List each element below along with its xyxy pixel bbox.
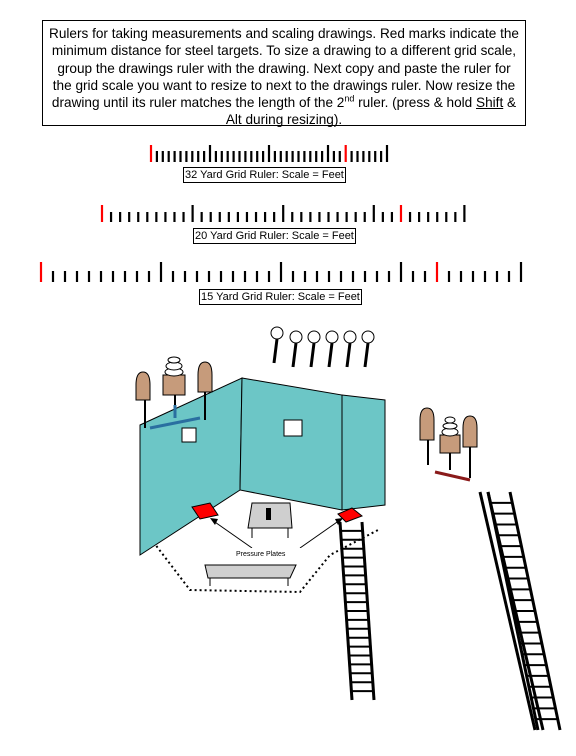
instructions-superscript: nd: [344, 93, 355, 104]
ruler-15-label: 15 Yard Grid Ruler: Scale = Feet: [201, 291, 360, 303]
alt-key-label: Alt: [225, 112, 242, 128]
instructions-text-2: ruler. (press & hold: [354, 95, 477, 111]
steel-popper: [362, 331, 374, 367]
target-group-right: [420, 408, 477, 480]
ladder: [340, 522, 374, 700]
steel-popper: [308, 331, 320, 367]
steel-popper: [326, 331, 338, 367]
bench: [205, 565, 296, 586]
table: [248, 503, 292, 538]
wall-right: [342, 395, 385, 510]
ruler-20-label: 20 Yard Grid Ruler: Scale = Feet: [195, 230, 354, 242]
shift-key-label: Shift: [476, 95, 504, 111]
instructions-text-1: Rulers for taking measurements and scaling drawings. Red marks indicate the minimum distance for steel targets. To size a drawing to a different grid scale, group the drawings ruler with the drawing. Next copy and paste the ruler for the grid scale you want to resize to next to the drawings ruler. Now resize the drawing until its ruler matches the length of the 2: [49, 26, 519, 111]
instructions-ampersand: &: [503, 95, 517, 111]
steel-popper: [271, 327, 283, 363]
instructions-text-3: during resizing).: [241, 112, 343, 128]
pressure-plates-label: Pressure Plates: [236, 551, 286, 558]
ladders: [340, 492, 560, 730]
ruler-32-label: 32 Yard Grid Ruler: Scale = Feet: [185, 169, 344, 181]
wall-center: [240, 378, 342, 510]
steel-popper-row: [271, 327, 374, 367]
wall-left: [140, 378, 242, 555]
ladder: [488, 492, 560, 730]
steel-popper: [290, 331, 302, 367]
steel-popper: [344, 331, 356, 367]
